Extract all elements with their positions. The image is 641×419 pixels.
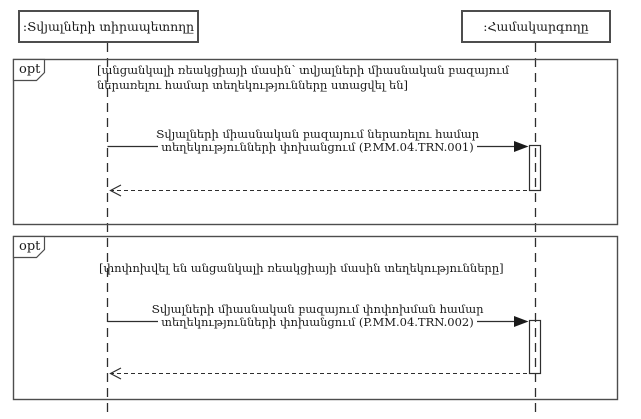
actor-coordinator-label: :Համակարգողը [483, 19, 589, 34]
message-1-line-2: տեղեկությունների փոխանցում (P.MM.04.TRN.001) [158, 141, 476, 154]
message-2-line-1: Տվյալների միասնական բազայում փոփոխման համար [148, 303, 486, 316]
message-1-label [107, 128, 528, 153]
opt-operator-label-1: opt [19, 62, 41, 77]
message-2-line-2: տեղեկությունների փոխանցում (P.MM.04.TRN.002) [158, 316, 476, 329]
actor-box-coordinator [461, 10, 611, 43]
opt-operator-label-2: opt [19, 239, 41, 254]
guard-1-line-1: [անցանկալի ռեակցիայի մասին՝ տվյալների միասնական բազայում [97, 63, 510, 77]
guard-1-line-2: ներառելու համար տեղեկությունները ստացվել են] [97, 78, 409, 92]
guard-condition-2 [99, 261, 504, 276]
guard-2-line-1: [փոփոխվել են անցանկալի ռեակցիայի մասին տեղեկությունները] [99, 261, 504, 275]
message-2-label [107, 303, 528, 328]
message-1-line-1: Տվյալների միասնական բազայում ներառելու համար [153, 128, 482, 141]
guard-condition-1 [97, 63, 509, 93]
actor-box-data-owner [18, 10, 199, 43]
actor-data-owner-label: :Տվյալների տիրապետողը [22, 19, 195, 34]
